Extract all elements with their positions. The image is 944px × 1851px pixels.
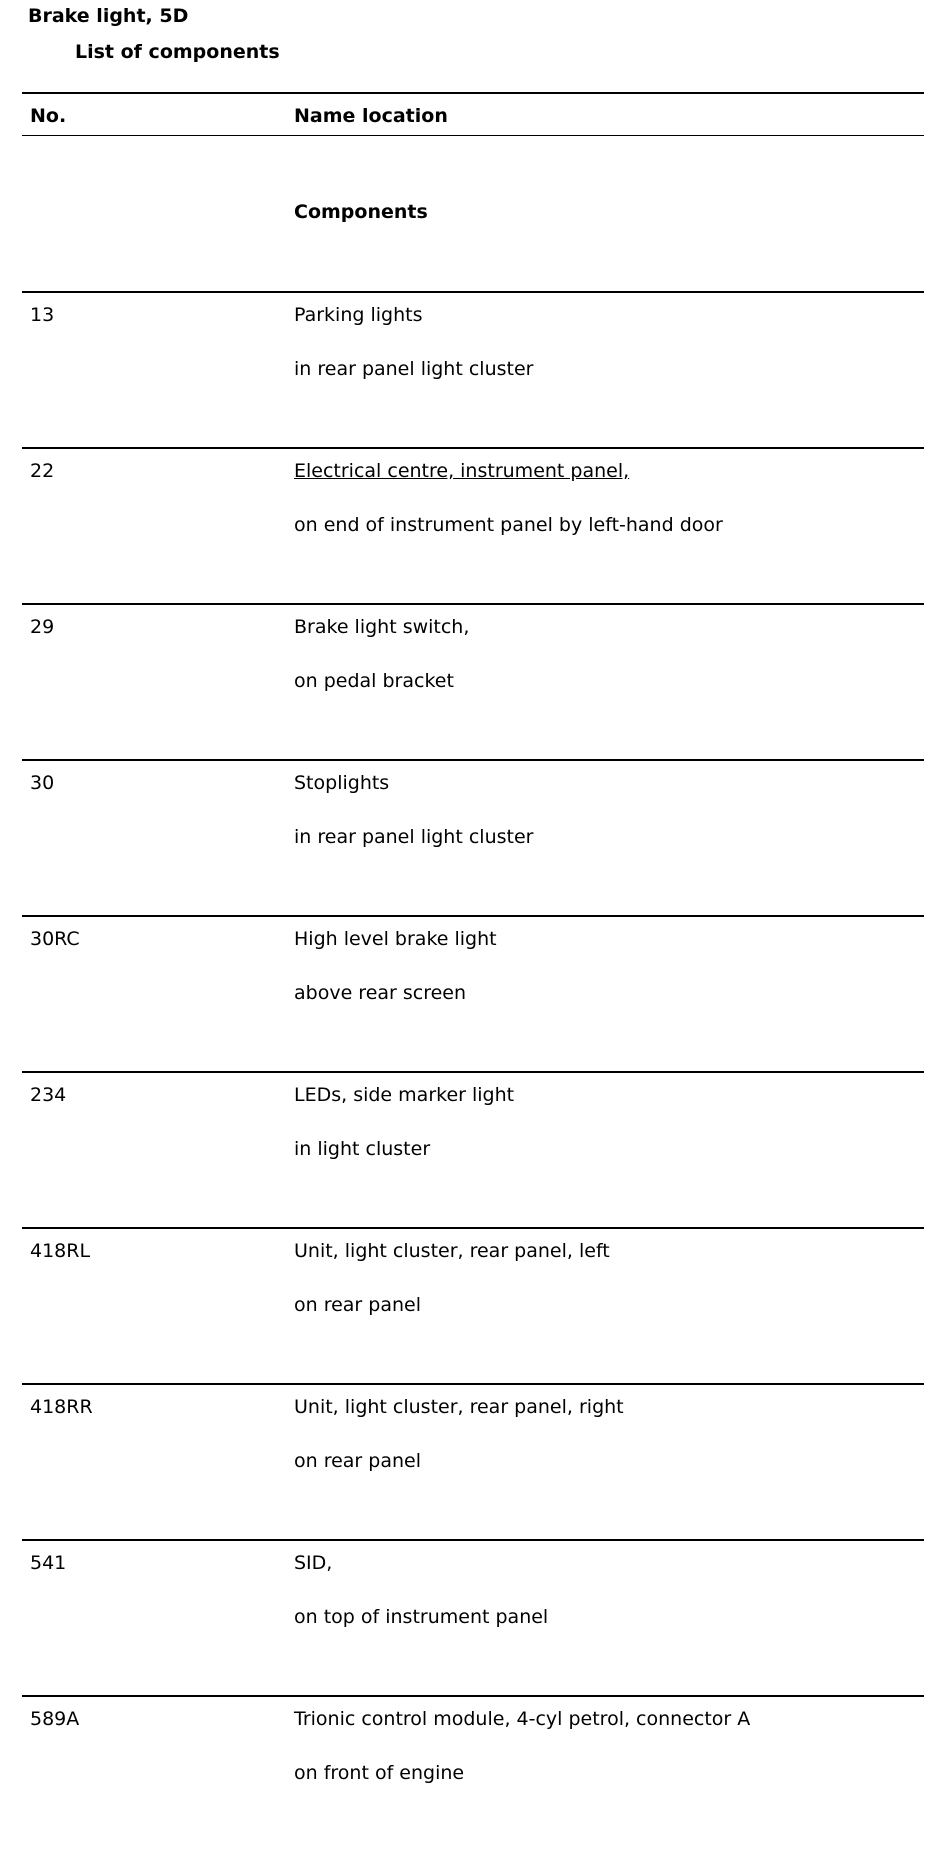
component-location: in rear panel light cluster xyxy=(294,826,534,848)
component-no: 13 xyxy=(30,304,55,326)
table-row xyxy=(22,759,924,915)
component-no: 30 xyxy=(30,772,55,794)
component-name: High level brake light xyxy=(294,928,497,950)
component-no: 541 xyxy=(30,1552,67,1574)
component-location: on rear panel xyxy=(294,1450,421,1472)
component-location: on front of engine xyxy=(294,1762,465,1784)
component-no: 30RC xyxy=(30,928,80,950)
document-title: Brake light, 5D xyxy=(28,5,189,27)
component-location: on pedal bracket xyxy=(294,670,454,692)
components-table xyxy=(22,92,924,1851)
header-no: No. xyxy=(30,105,67,127)
component-name: Parking lights xyxy=(294,304,423,326)
table-row xyxy=(22,1383,924,1539)
component-name: SID, xyxy=(294,1552,333,1574)
table-row xyxy=(22,1695,924,1851)
table-row xyxy=(22,1071,924,1227)
header-name-location: Name location xyxy=(294,105,448,127)
component-name: Unit, light cluster, rear panel, right xyxy=(294,1396,624,1418)
table-row xyxy=(22,1539,924,1695)
component-location: on top of instrument panel xyxy=(294,1606,549,1628)
section-heading: Components xyxy=(294,201,428,223)
table-row xyxy=(22,915,924,1071)
component-no: 589A xyxy=(30,1708,80,1730)
component-no: 234 xyxy=(30,1084,67,1106)
table-row xyxy=(22,603,924,759)
document-subtitle: List of components xyxy=(75,41,280,63)
component-name: LEDs, side marker light xyxy=(294,1084,515,1106)
component-location: on end of instrument panel by left-hand door xyxy=(294,514,723,536)
component-no: 418RR xyxy=(30,1396,93,1418)
component-name: Trionic control module, 4-cyl petrol, connector A xyxy=(294,1708,751,1730)
table-row xyxy=(22,1227,924,1383)
component-no: 418RL xyxy=(30,1240,91,1262)
component-location: on rear panel xyxy=(294,1294,421,1316)
table-header-row xyxy=(22,92,924,136)
component-name: Unit, light cluster, rear panel, left xyxy=(294,1240,610,1262)
component-name: Brake light switch, xyxy=(294,616,470,638)
component-location: in light cluster xyxy=(294,1138,431,1160)
table-row xyxy=(22,291,924,447)
section-heading-row xyxy=(22,136,924,291)
component-name: Stoplights xyxy=(294,772,390,794)
component-name-link[interactable]: Electrical centre, instrument panel, xyxy=(294,460,630,482)
component-no: 29 xyxy=(30,616,55,638)
component-no: 22 xyxy=(30,460,55,482)
table-row xyxy=(22,447,924,603)
component-location: above rear screen xyxy=(294,982,467,1004)
component-location: in rear panel light cluster xyxy=(294,358,534,380)
